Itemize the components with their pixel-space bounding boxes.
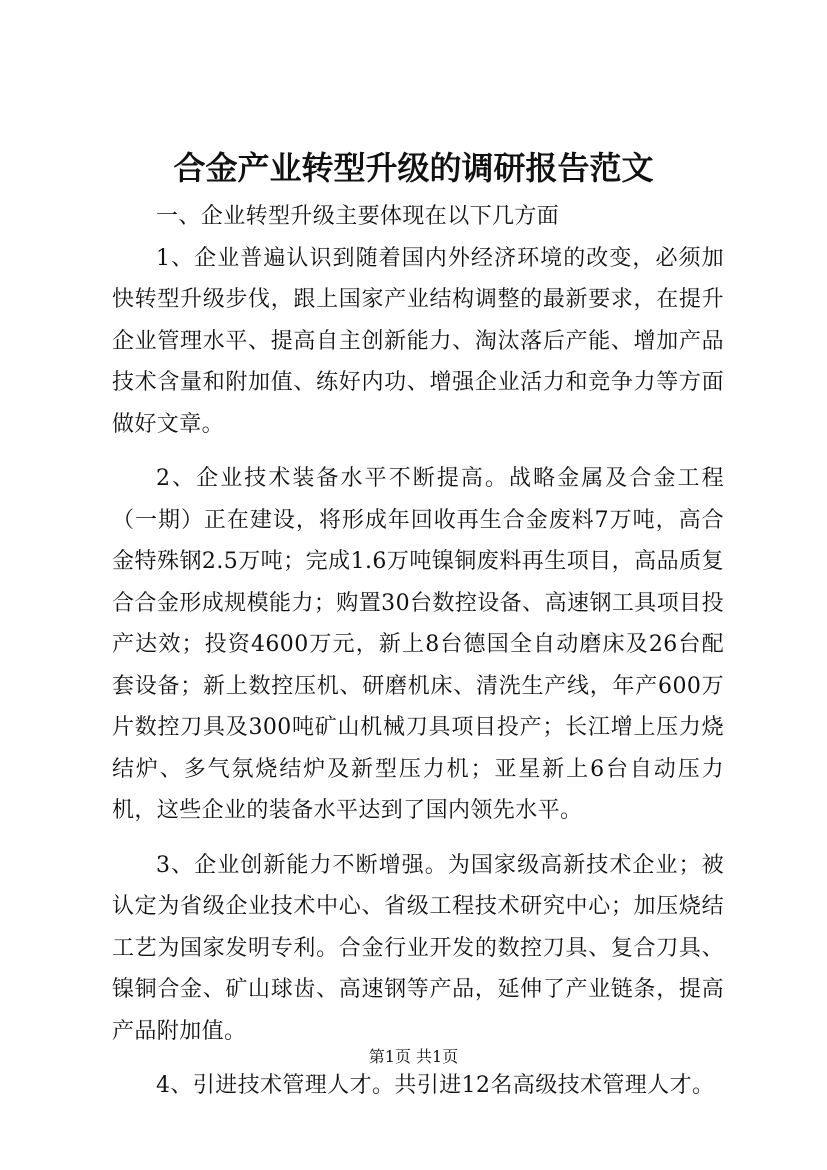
paragraph-3: 3、企业创新能力不断增强。为国家级高新技术企业；被认定为省级企业技术中心、省级工程技术研究中心；加压烧结工艺为国家发明专利。合金行业开发的数控刀具、复合刀具、镍铜合金、矿山球齿、高速钢等产品，延伸了产业链条，提高产品附加值。 [112,852,724,1044]
document-title: 合金产业转型升级的调研报告范文 [173,149,654,187]
page-footer: 第1页 共1页 [368,1047,459,1066]
paragraph-2: 2、企业技术装备水平不断提高。战略金属及合金工程（一期）正在建设，将形成年回收再生合金废料7万吨，高合金特殊钢2.5万吨；完成1.6万吨镍铜废料再生项目，高品质复合合金形成规模能力；购置30台数控设备、高速钢工具项目投产达效；投资4600万元，新上8台德国全自动磨床及26台配套设备；新上数控压机、研磨机床、清洗生产线，年产600万片数控刀具及300吨矿山机械刀具项目投产；长江增上压力烧结炉、多气氛烧结炉及新型压力机；亚星新上6台自动压力机，这些企业的装备水平达到了国内领先水平。 [112,466,724,823]
section-heading: 一、企业转型升级主要体现在以下几方面 [156,204,560,229]
paragraph-4: 4、引进技术管理人才。共引进12名高级技术管理人才。 [156,1073,715,1098]
document-body [112,196,724,1107]
paragraph-1: 1、企业普遍认识到随着国内外经济环境的改变，必须加快转型升级步伐，跟上国家产业结构调整的最新要求，在提升企业管理水平、提高自主创新能力、淘汰落后产能、增加产品技术含量和附加值、练好内功、增强企业活力和竞争力等方面做好文章。 [112,245,724,437]
